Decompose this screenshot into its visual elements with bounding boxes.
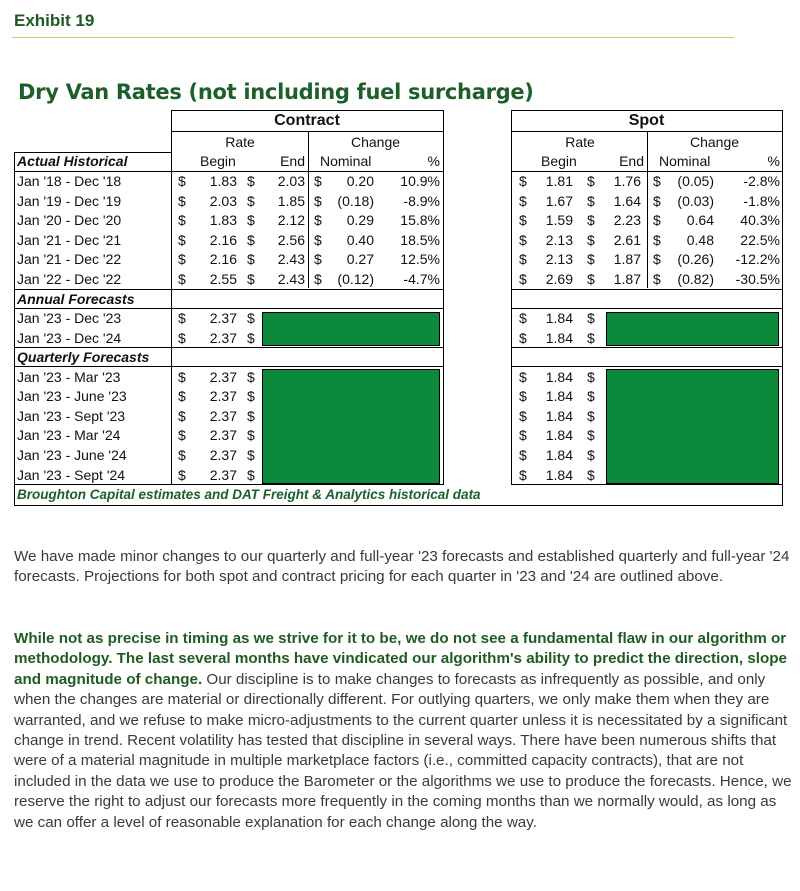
currency-symbol: $	[247, 466, 255, 483]
currency-symbol: $	[178, 231, 186, 248]
exhibit-divider	[12, 37, 734, 38]
spot-end-value: 1.76	[613, 173, 641, 189]
currency-symbol: $	[178, 388, 186, 405]
period-label: Jan '23 - Mar '23	[17, 368, 121, 385]
spot-left	[511, 110, 512, 484]
contract-begin-value: 1.83	[209, 173, 237, 189]
contract-nominal-value: (0.18)	[337, 192, 374, 209]
currency-symbol: $	[314, 231, 322, 248]
period-label: Jan '21 - Dec '21	[17, 231, 122, 248]
contract-pct-value: 18.5%	[400, 231, 440, 248]
currency-symbol: $	[519, 173, 527, 189]
source-bottom	[14, 505, 783, 506]
paragraph-methodology-body: Our discipline is to make changes to forecasts as infrequently as possible, and only when the changes are material or directionally different. For outlying quarters, we only make them when they are warranted, and we refuse to make micro-adjustments to the current quarter unless it is necessitated by a significant change in trend. Recent volatility has tested that discipline in several ways. There have been numerous shifts that were of a material magnitude in multiple marketplace factors (i.e., committed capacity contracts), that are not included in the data we use to produce the Barometer or the algorithms we use to produce the forecasts. Hence, we reserve the right to adjust our forecasts more frequently in the coming months than we normally would, as long as we can offer a level of reasonable explanation for each change along the way.	[14, 670, 792, 831]
spot-pct-value: -2.8%	[743, 173, 780, 189]
currency-symbol: $	[519, 388, 527, 405]
contract-begin-value: 2.37	[209, 446, 237, 463]
currency-symbol: $	[314, 192, 322, 209]
spot-nominal-value: (0.03)	[677, 192, 714, 209]
currency-symbol: $	[587, 388, 595, 405]
currency-symbol: $	[587, 466, 595, 483]
currency-symbol: $	[587, 212, 595, 229]
period-label: Jan '23 - June '24	[17, 446, 127, 463]
spot-begin-value: 1.81	[545, 173, 573, 189]
spot-end-header: End	[619, 153, 644, 169]
spot-right	[782, 110, 783, 484]
currency-symbol: $	[178, 310, 186, 326]
contract-begin-value: 2.55	[209, 271, 237, 287]
currency-symbol: $	[314, 251, 322, 268]
contract-nominal-value: (0.12)	[337, 271, 374, 287]
contract-end-value: 2.43	[277, 271, 305, 287]
spot-pct-value: 40.3%	[740, 212, 780, 229]
currency-symbol: $	[178, 407, 186, 424]
contract-begin-value: 2.37	[209, 466, 237, 483]
table-title: Dry Van Rates (not including fuel surcharge)	[18, 80, 534, 104]
period-label: Jan '23 - Sept '23	[17, 407, 126, 424]
spot-nominal-value: (0.05)	[677, 173, 714, 189]
contract-end-value: 2.12	[277, 212, 305, 229]
source-right	[782, 484, 783, 505]
currency-symbol: $	[314, 271, 322, 287]
section-actual-historical: Actual Historical	[17, 153, 128, 169]
contract-begin-value: 2.37	[209, 407, 237, 424]
contract-begin-value: 2.37	[209, 427, 237, 444]
source-note: Broughton Capital estimates and DAT Freight & Analytics historical data	[17, 487, 481, 502]
spot-nominal-value: 0.64	[686, 212, 714, 229]
currency-symbol: $	[519, 251, 527, 268]
spot-end-value: 1.87	[613, 251, 641, 268]
spot-begin-value: 1.84	[545, 388, 573, 405]
section-annual-forecasts: Annual Forecasts	[17, 290, 135, 307]
contract-end-value: 1.85	[277, 192, 305, 209]
currency-symbol: $	[653, 212, 661, 229]
spot-end-divider	[647, 171, 648, 288]
contract-nominal-value: 0.29	[346, 212, 374, 229]
contract-header: Contract	[274, 112, 340, 129]
currency-symbol: $	[247, 329, 255, 346]
contract-end-value: 2.56	[277, 231, 305, 248]
contract-header-rule	[171, 131, 443, 132]
spot-begin-value: 1.67	[545, 192, 573, 209]
currency-symbol: $	[178, 446, 186, 463]
period-label: Jan '18 - Dec '18	[17, 173, 122, 189]
spot-begin-value: 1.84	[545, 310, 573, 326]
currency-symbol: $	[653, 173, 661, 189]
currency-symbol: $	[653, 231, 661, 248]
spot-header: Spot	[628, 112, 665, 129]
currency-symbol: $	[247, 192, 255, 209]
currency-symbol: $	[587, 407, 595, 424]
contract-pct-value: 15.8%	[400, 212, 440, 229]
currency-symbol: $	[519, 192, 527, 209]
currency-symbol: $	[519, 329, 527, 346]
paragraph-forecast-changes: We have made minor changes to our quarterly and full-year '23 forecasts and established quarterly and full-year '24 forecasts. Projections for both spot and contract pricing for each quarter in '23 and '24 are outlined above.	[14, 548, 790, 586]
currency-symbol: $	[178, 192, 186, 209]
annual-spot-redaction	[606, 312, 779, 346]
currency-symbol: $	[247, 427, 255, 444]
contract-end-header: End	[280, 153, 305, 169]
contract-begin-value: 2.16	[209, 251, 237, 268]
currency-symbol: $	[519, 407, 527, 424]
currency-symbol: $	[587, 231, 595, 248]
section-quarterly-forecasts: Quarterly Forecasts	[17, 348, 150, 365]
contract-pct-header: %	[427, 153, 440, 169]
contract-pct-value: 10.9%	[400, 173, 440, 189]
paragraph-methodology-highlight: While not as precise in timing as we strive for it to be, we do not see a fundamental flaw in our algorithm or methodology. The last several months have vindicated our algorithm's ability to predict the direction, slope and magnitude of change.	[14, 630, 787, 688]
spot-pct-value: -12.2%	[735, 251, 780, 268]
currency-symbol: $	[519, 212, 527, 229]
currency-symbol: $	[314, 173, 322, 189]
spot-begin-value: 1.59	[545, 212, 573, 229]
currency-symbol: $	[178, 212, 186, 229]
left-box-left	[14, 152, 15, 484]
quarterly-spot-redaction	[606, 369, 779, 484]
contract-begin-value: 2.37	[209, 310, 237, 326]
contract-end-divider	[308, 171, 309, 288]
contract-nominal-header: Nominal	[320, 153, 372, 169]
spot-nominal-header: Nominal	[659, 153, 711, 169]
period-label: Jan '20 - Dec '20	[17, 212, 122, 229]
currency-symbol: $	[519, 368, 527, 385]
currency-symbol: $	[178, 173, 186, 189]
contract-begin-value: 2.03	[209, 192, 237, 209]
currency-symbol: $	[247, 446, 255, 463]
currency-symbol: $	[587, 329, 595, 346]
currency-symbol: $	[178, 368, 186, 385]
contract-begin-header: Begin	[200, 153, 236, 169]
spot-end-value: 2.23	[613, 212, 641, 229]
spot-begin-value: 1.84	[545, 466, 573, 483]
contract-pct-value: -8.9%	[403, 192, 440, 209]
currency-symbol: $	[247, 271, 255, 287]
contract-begin-value: 2.37	[209, 368, 237, 385]
spot-nominal-value: 0.48	[686, 231, 714, 248]
period-label: Jan '19 - Dec '19	[17, 192, 122, 209]
currency-symbol: $	[247, 388, 255, 405]
currency-symbol: $	[178, 329, 186, 346]
currency-symbol: $	[519, 310, 527, 326]
currency-symbol: $	[519, 446, 527, 463]
currency-symbol: $	[587, 271, 595, 287]
contract-begin-value: 2.37	[209, 329, 237, 346]
currency-symbol: $	[314, 212, 322, 229]
period-label: Jan '21 - Dec '22	[17, 251, 122, 268]
exhibit-label: Exhibit 19	[14, 11, 95, 30]
contract-change-header: Change	[350, 134, 401, 150]
contract-end-value: 2.03	[277, 173, 305, 189]
currency-symbol: $	[247, 368, 255, 385]
period-label: Jan '22 - Dec '22	[17, 271, 122, 287]
spot-begin-value: 2.13	[545, 231, 573, 248]
contract-right	[443, 110, 444, 484]
period-label: Jan '23 - Dec '24	[17, 329, 122, 346]
currency-symbol: $	[247, 310, 255, 326]
currency-symbol: $	[519, 427, 527, 444]
period-label: Jan '23 - Mar '24	[17, 427, 121, 444]
spot-pct-header: %	[767, 153, 780, 169]
spot-begin-value: 2.13	[545, 251, 573, 268]
spot-rate-header: Rate	[565, 134, 595, 150]
period-label: Jan '23 - Sept '24	[17, 466, 126, 483]
spot-change-header: Change	[689, 134, 740, 150]
currency-symbol: $	[519, 231, 527, 248]
contract-begin-value: 2.37	[209, 388, 237, 405]
spot-pct-value: -30.5%	[735, 271, 780, 287]
currency-symbol: $	[178, 427, 186, 444]
spot-begin-value: 2.69	[545, 271, 573, 287]
currency-symbol: $	[178, 466, 186, 483]
spot-pct-value: 22.5%	[740, 231, 780, 248]
source-left	[14, 484, 15, 505]
spot-pct-value: -1.8%	[743, 192, 780, 209]
spot-nominal-value: (0.26)	[677, 251, 714, 268]
contract-begin-value: 1.83	[209, 212, 237, 229]
spot-begin-value: 1.84	[545, 368, 573, 385]
currency-symbol: $	[653, 251, 661, 268]
currency-symbol: $	[587, 192, 595, 209]
annual-contract-redaction	[262, 312, 440, 346]
currency-symbol: $	[653, 192, 661, 209]
paragraph-methodology	[14, 629, 794, 833]
contract-pct-value: -4.7%	[403, 271, 440, 287]
contract-begin-value: 2.16	[209, 231, 237, 248]
currency-symbol: $	[247, 251, 255, 268]
currency-symbol: $	[247, 212, 255, 229]
currency-symbol: $	[587, 173, 595, 189]
contract-nominal-value: 0.40	[346, 231, 374, 248]
spot-end-value: 1.64	[613, 192, 641, 209]
contract-rate-header: Rate	[225, 134, 255, 150]
spot-begin-value: 1.84	[545, 407, 573, 424]
currency-symbol: $	[519, 271, 527, 287]
spot-nominal-value: (0.82)	[677, 271, 714, 287]
spot-begin-value: 1.84	[545, 329, 573, 346]
contract-nominal-value: 0.27	[346, 251, 374, 268]
spot-begin-value: 1.84	[545, 427, 573, 444]
currency-symbol: $	[587, 368, 595, 385]
currency-symbol: $	[247, 407, 255, 424]
spot-end-value: 2.61	[613, 231, 641, 248]
spot-begin-header: Begin	[541, 153, 577, 169]
spot-begin-value: 1.84	[545, 446, 573, 463]
period-label: Jan '23 - Dec '23	[17, 310, 122, 326]
contract-left	[171, 110, 172, 484]
period-label: Jan '23 - June '23	[17, 388, 127, 405]
quarterly-contract-redaction	[262, 369, 440, 484]
contract-pct-value: 12.5%	[400, 251, 440, 268]
currency-symbol: $	[247, 173, 255, 189]
currency-symbol: $	[587, 446, 595, 463]
spot-end-value: 1.87	[613, 271, 641, 287]
currency-symbol: $	[587, 427, 595, 444]
contract-end-value: 2.43	[277, 251, 305, 268]
currency-symbol: $	[519, 466, 527, 483]
contract-nominal-value: 0.20	[346, 173, 374, 189]
currency-symbol: $	[587, 310, 595, 326]
currency-symbol: $	[178, 271, 186, 287]
currency-symbol: $	[178, 251, 186, 268]
currency-symbol: $	[653, 271, 661, 287]
currency-symbol: $	[247, 231, 255, 248]
currency-symbol: $	[587, 251, 595, 268]
